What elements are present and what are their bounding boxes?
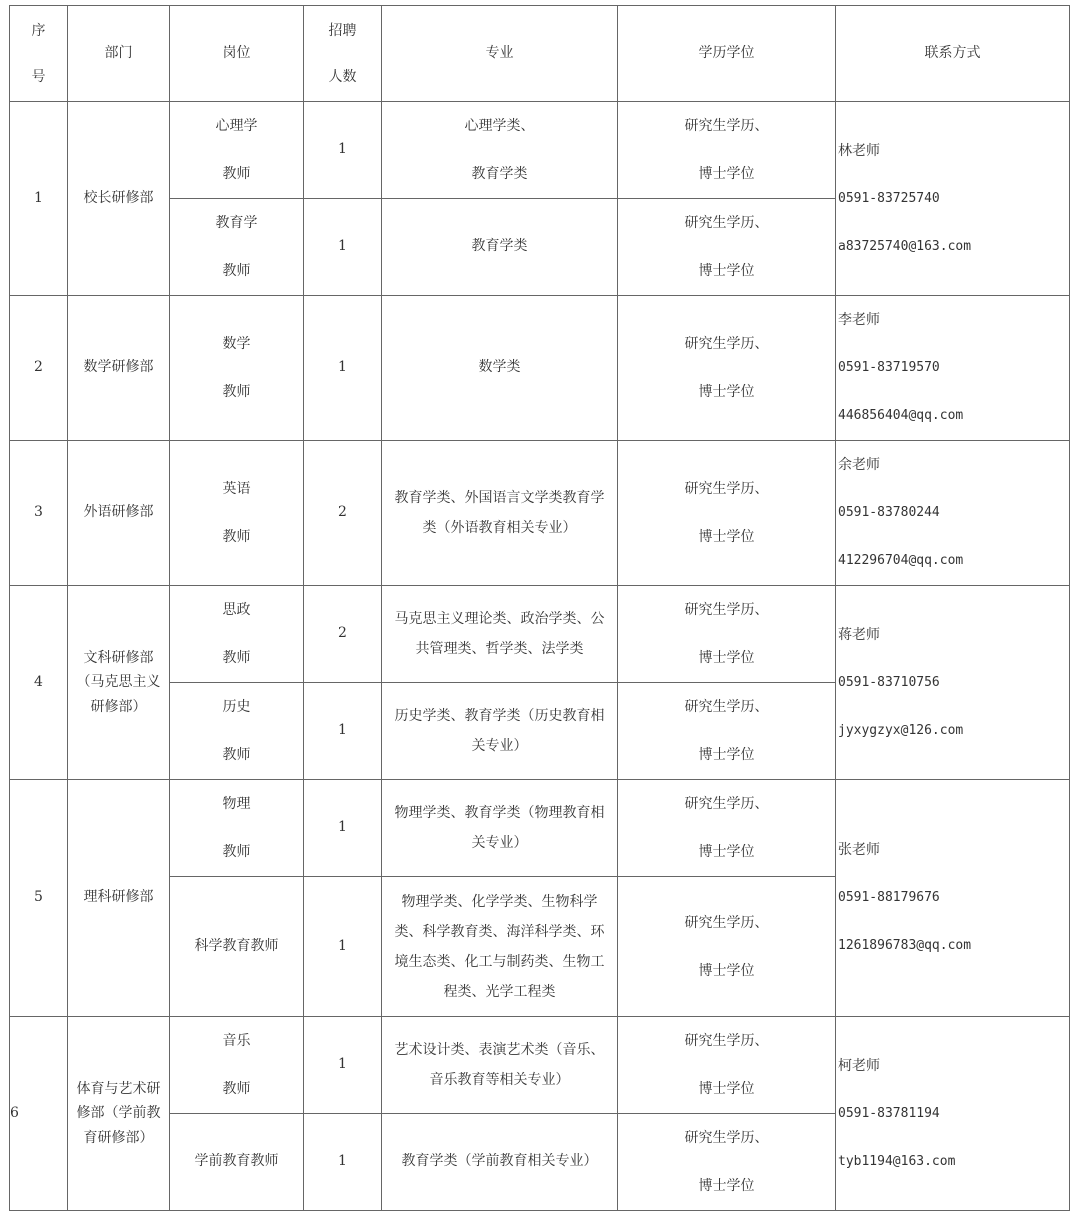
post-line: 教师 <box>222 529 251 545</box>
table-row <box>10 296 1070 441</box>
header-count-line2: 人数 <box>328 68 357 85</box>
row-degree <box>618 877 836 1017</box>
degree-line: 研究生学历、 <box>684 481 769 497</box>
post-line: 教师 <box>222 166 251 182</box>
degree-line: 博士学位 <box>698 650 755 666</box>
contact-name: 余老师 <box>838 457 880 473</box>
post-line: 教师 <box>222 650 251 666</box>
table-row <box>10 1017 1070 1114</box>
post-line: 音乐 <box>222 1033 251 1049</box>
contact-phone: 0591-83780244 <box>838 505 940 520</box>
row-post: 学前教育教师 <box>170 1114 304 1211</box>
row-degree <box>618 683 836 780</box>
row-major <box>382 780 618 877</box>
post-line: 英语 <box>222 481 251 497</box>
row-post <box>170 441 304 586</box>
contact-name: 柯老师 <box>838 1057 880 1074</box>
row-count: 2 <box>304 441 382 586</box>
contact-email: a83725740@163.com <box>838 238 972 254</box>
post-line: 数学 <box>222 336 251 352</box>
major-line: 艺术设计类、表演艺术类（音乐、 <box>394 1042 605 1058</box>
recruitment-table <box>9 5 1070 1211</box>
major-line: 共管理类、哲学类、法学类 <box>415 641 584 657</box>
contact-phone: 0591-83719570 <box>838 360 940 375</box>
row-count: 1 <box>304 1017 382 1114</box>
row-post <box>170 199 304 296</box>
header-seq-line1: 序 <box>31 22 46 39</box>
row-count: 1 <box>304 780 382 877</box>
table-row <box>10 441 1070 586</box>
row-major <box>382 877 618 1017</box>
degree-line: 研究生学历、 <box>684 699 769 715</box>
major-line: 马克思主义理论类、政治学类、公 <box>394 611 605 627</box>
major-line: 程类、光学工程类 <box>443 983 556 1000</box>
degree-line: 博士学位 <box>698 384 755 400</box>
row-dept <box>68 1017 170 1211</box>
header-count <box>304 6 382 102</box>
major-line: 类、科学教育类、海洋科学类、环 <box>394 923 605 940</box>
row-degree <box>618 102 836 199</box>
major-line: 心理学类、 <box>464 118 535 134</box>
row-contact <box>836 102 1070 296</box>
row-count: 1 <box>304 296 382 441</box>
degree-line: 博士学位 <box>698 166 755 182</box>
row-seq: 6 <box>10 1017 68 1211</box>
degree-line: 研究生学历、 <box>684 336 769 352</box>
header-degree: 学历学位 <box>618 6 836 102</box>
degree-line: 博士学位 <box>698 263 755 279</box>
post-line: 物理 <box>222 796 251 812</box>
row-dept <box>68 586 170 780</box>
header-contact: 联系方式 <box>836 6 1070 102</box>
post-line: 思政 <box>222 602 251 618</box>
row-count: 1 <box>304 1114 382 1211</box>
major-line: 物理学类、教育学类（物理教育相 <box>394 805 605 821</box>
header-seq-line2: 号 <box>31 68 46 85</box>
contact-name: 李老师 <box>838 312 880 328</box>
row-degree <box>618 441 836 586</box>
dept-line: 育研修部） <box>83 1129 154 1146</box>
row-seq: 1 <box>10 102 68 296</box>
row-major <box>382 683 618 780</box>
major-line: 历史学类、教育学类（历史教育相 <box>394 708 605 724</box>
header-dept: 部门 <box>68 6 170 102</box>
major-line: 教育学类 <box>471 166 528 182</box>
row-post <box>170 102 304 199</box>
contact-email: 1261896783@qq.com <box>838 938 972 953</box>
contact-email: 446856404@qq.com <box>838 408 964 423</box>
major-line: 境生态类、化工与制药类、生物工 <box>394 953 605 970</box>
contact-name: 林老师 <box>838 142 880 159</box>
row-major <box>382 1017 618 1114</box>
degree-line: 博士学位 <box>698 1081 755 1097</box>
row-degree <box>618 296 836 441</box>
dept-line: （马克思主义 <box>76 674 161 691</box>
row-seq: 3 <box>10 441 68 586</box>
dept-line: 修部（学前教 <box>76 1105 161 1122</box>
table-row <box>10 780 1070 877</box>
contact-name: 蒋老师 <box>838 626 880 643</box>
row-degree <box>618 1017 836 1114</box>
post-line: 教师 <box>222 844 251 860</box>
major-line: 物理学类、化学学类、生物科学 <box>401 893 598 910</box>
row-contact <box>836 1017 1070 1211</box>
row-post <box>170 780 304 877</box>
major-line: 教育学类、外国语言文学类教育学 <box>394 490 605 506</box>
row-count: 1 <box>304 199 382 296</box>
row-dept: 校长研修部 <box>68 102 170 296</box>
contact-phone: 0591-83781194 <box>838 1105 940 1121</box>
post-line: 心理学 <box>215 118 258 134</box>
row-post <box>170 586 304 683</box>
major-line: 关专业） <box>471 738 528 754</box>
row-post: 科学教育教师 <box>170 877 304 1017</box>
row-major: 数学类 <box>382 296 618 441</box>
row-count: 1 <box>304 683 382 780</box>
row-major <box>382 441 618 586</box>
degree-line: 博士学位 <box>698 1178 755 1194</box>
row-degree <box>618 199 836 296</box>
post-line: 教育学 <box>215 215 258 231</box>
major-line: 类（外语教育相关专业） <box>422 520 577 536</box>
post-line: 历史 <box>222 699 251 715</box>
contact-email: tyb1194@163.com <box>838 1153 956 1169</box>
row-degree <box>618 586 836 683</box>
contact-email: jyxygzyx@126.com <box>838 722 964 738</box>
row-major: 教育学类（学前教育相关专业） <box>382 1114 618 1211</box>
header-major: 专业 <box>382 6 618 102</box>
post-line: 教师 <box>222 747 251 763</box>
table-header-row <box>10 6 1070 102</box>
degree-line: 研究生学历、 <box>684 215 769 231</box>
row-contact <box>836 296 1070 441</box>
row-post <box>170 683 304 780</box>
table-row <box>10 102 1070 199</box>
row-degree <box>618 780 836 877</box>
contact-name: 张老师 <box>838 842 880 858</box>
degree-line: 研究生学历、 <box>684 118 769 134</box>
row-seq: 4 <box>10 586 68 780</box>
dept-line: 体育与艺术研 <box>76 1080 161 1097</box>
row-count: 2 <box>304 586 382 683</box>
degree-line: 博士学位 <box>698 747 755 763</box>
major-line: 音乐教育等相关专业） <box>429 1072 570 1088</box>
post-line: 教师 <box>222 263 251 279</box>
row-seq: 5 <box>10 780 68 1017</box>
degree-line: 研究生学历、 <box>684 1130 769 1146</box>
row-major <box>382 102 618 199</box>
row-major <box>382 586 618 683</box>
row-major: 教育学类 <box>382 199 618 296</box>
degree-line: 研究生学历、 <box>684 796 769 812</box>
header-seq <box>10 6 68 102</box>
row-count: 1 <box>304 102 382 199</box>
row-contact <box>836 441 1070 586</box>
degree-line: 博士学位 <box>698 844 755 860</box>
row-dept: 理科研修部 <box>68 780 170 1017</box>
degree-line: 博士学位 <box>698 962 755 979</box>
header-count-line1: 招聘 <box>328 22 357 39</box>
degree-line: 研究生学历、 <box>684 602 769 618</box>
degree-line: 研究生学历、 <box>684 1033 769 1049</box>
row-post <box>170 1017 304 1114</box>
post-line: 教师 <box>222 1081 251 1097</box>
major-line: 关专业） <box>471 835 528 851</box>
row-degree <box>618 1114 836 1211</box>
contact-phone: 0591-88179676 <box>838 890 940 905</box>
degree-line: 研究生学历、 <box>684 914 769 931</box>
contact-phone: 0591-83725740 <box>838 190 940 206</box>
row-contact <box>836 586 1070 780</box>
row-post <box>170 296 304 441</box>
contact-email: 412296704@qq.com <box>838 553 964 568</box>
header-post: 岗位 <box>170 6 304 102</box>
table-row <box>10 586 1070 683</box>
contact-phone: 0591-83710756 <box>838 674 940 690</box>
dept-line: 文科研修部 <box>83 649 154 666</box>
post-line: 教师 <box>222 384 251 400</box>
row-dept: 外语研修部 <box>68 441 170 586</box>
row-contact <box>836 780 1070 1017</box>
degree-line: 博士学位 <box>698 529 755 545</box>
dept-line: 研修部） <box>90 698 147 715</box>
row-seq: 2 <box>10 296 68 441</box>
row-dept: 数学研修部 <box>68 296 170 441</box>
row-count: 1 <box>304 877 382 1017</box>
